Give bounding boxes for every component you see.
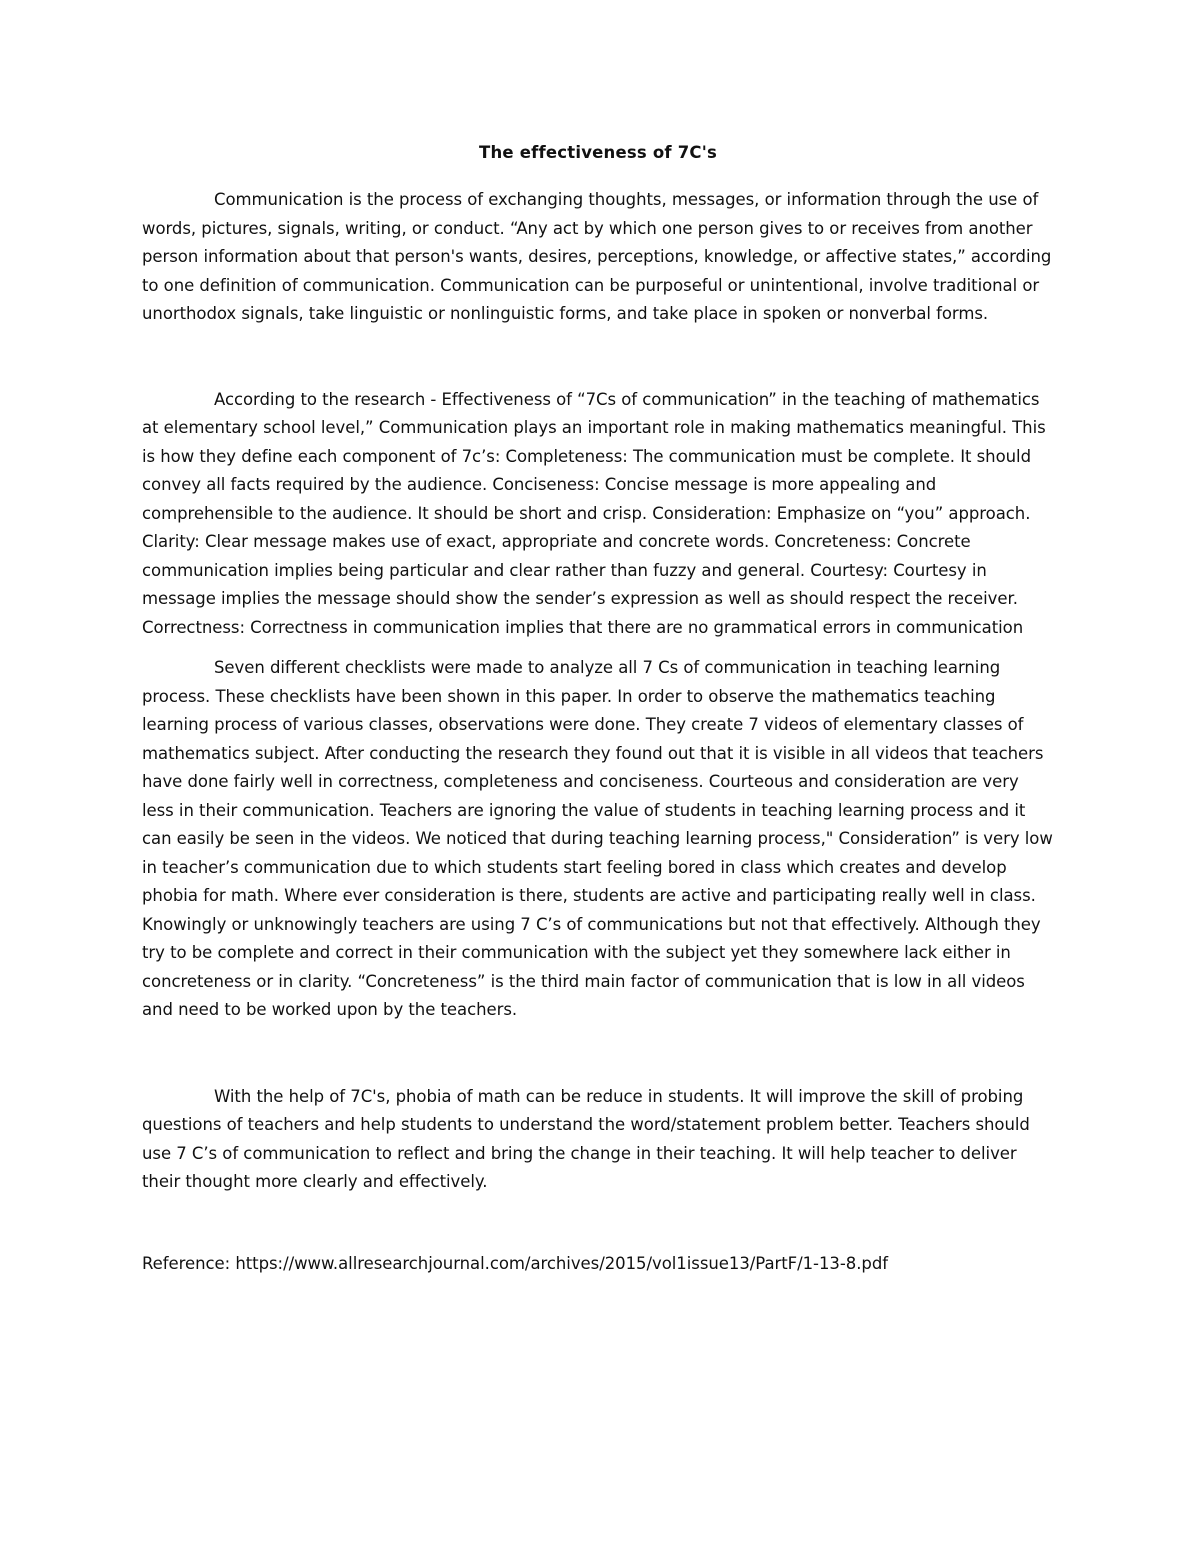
document-body	[142, 143, 1054, 1278]
paragraph-checklists-findings: Seven different checklists were made to analyze all 7 Cs of communication in teaching learning process. These checklists have been shown in this paper. In order to observe the mathematics teaching learning process of various classes, observations were done. They create 7 videos of elementary classes of mathematics subject. After conducting the research they found out that it is visible in all videos that teachers have done fairly well in correctness, completeness and conciseness. Courteous and consideration are very less in their communication. Teachers are ignoring the value of students in teaching learning process and it can easily be seen in the videos. We noticed that during teaching learning process," Consideration” is very low in teacher’s communication due to which students start feeling bored in class which creates and develop phobia for math. Where ever consideration is there, students are active and participating really well in class. Knowingly or unknowingly teachers are using 7 C’s of communications but not that effectively. Although they try to be complete and correct in their communication with the subject yet they somewhere lack either in concreteness or in clarity. “Concreteness” is the third main factor of communication that is low in all videos and need to be worked upon by the teachers.	[142, 658, 1053, 1019]
paragraph-conclusion: With the help of 7C's, phobia of math can be reduce in students. It will improve the skill of probing questions of teachers and help students to understand the word/statement problem better. Teachers should use 7 C’s of communication to reflect and bring the change in their teaching. It will help teacher to deliver their thought more clearly and effectively.	[142, 1086, 1030, 1191]
reference-line: Reference: https://www.allresearchjournal.com/archives/2015/vol1issue13/PartF/1-13-8.pdf	[142, 1253, 889, 1273]
paragraph-7cs-definitions: According to the research - Effectiveness of “7Cs of communication” in the teaching of mathematics at elementary school level,” Communication plays an important role in making mathematics meaningful. This is how they define each component of 7c’s: Completeness: The communication must be complete. It should convey all facts required by the audience. Conciseness: Concise message is more appealing and comprehensible to the audience. It should be short and crisp. Consideration: Emphasize on “you” approach. Clarity: Clear message makes use of exact, appropriate and concrete words. Concreteness: Concrete communication implies being particular and clear rather than fuzzy and general. Courtesy: Courtesy in message implies the message should show the sender’s expression as well as should respect the receiver. Correctness: Correctness in communication implies that there are no grammatical errors in communication	[142, 389, 1046, 637]
document-title: The effectiveness of 7C's	[479, 143, 717, 162]
paragraph-introduction: Communication is the process of exchanging thoughts, messages, or information through the use of words, pictures, signals, writing, or conduct. “Any act by which one person gives to or receives from another person information about that person's wants, desires, perceptions, knowledge, or affective states,” according to one definition of communication. Communication can be purposeful or unintentional, involve traditional or unorthodox signals, take linguistic or nonlinguistic forms, and take place in spoken or nonverbal forms.	[142, 190, 1052, 323]
